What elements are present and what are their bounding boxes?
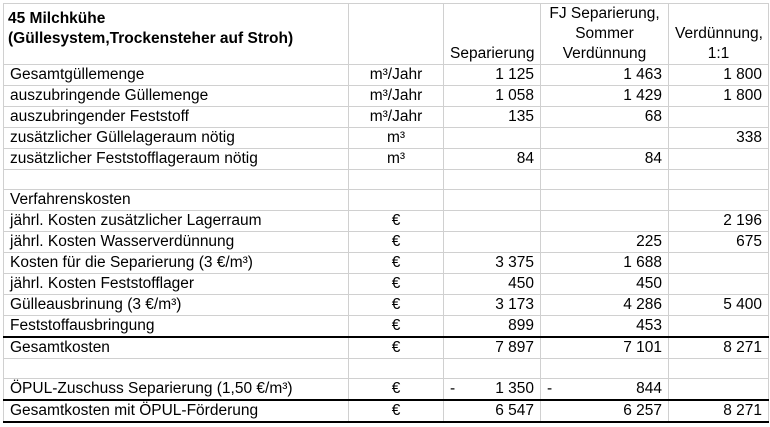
value-cell[interactable] bbox=[541, 190, 669, 211]
row-label-cell[interactable] bbox=[4, 170, 349, 190]
row-label-cell[interactable]: Feststoffausbringung bbox=[4, 316, 349, 338]
row-unit-cell[interactable]: € bbox=[349, 316, 444, 338]
table-title-cell[interactable] bbox=[4, 4, 349, 65]
col-header-verduennung[interactable]: Verdünnung, 1:1 bbox=[669, 4, 769, 65]
value-cell[interactable] bbox=[444, 232, 541, 253]
value-cell[interactable]: 6 257 bbox=[541, 400, 669, 422]
table-row bbox=[4, 128, 769, 149]
table-row bbox=[4, 379, 769, 401]
row-unit-cell[interactable]: € bbox=[349, 274, 444, 295]
row-unit-cell[interactable]: m³/Jahr bbox=[349, 86, 444, 107]
row-unit-cell[interactable]: € bbox=[349, 211, 444, 232]
value-cell[interactable] bbox=[444, 170, 541, 190]
value-cell[interactable] bbox=[669, 316, 769, 338]
row-unit-cell[interactable]: m³/Jahr bbox=[349, 107, 444, 128]
value-cell[interactable] bbox=[541, 379, 669, 401]
table-row bbox=[4, 295, 769, 316]
row-unit-cell[interactable]: € bbox=[349, 379, 444, 401]
row-unit-cell[interactable] bbox=[349, 359, 444, 379]
minus-sign: - bbox=[547, 380, 553, 397]
value-cell[interactable]: 8 271 bbox=[669, 337, 769, 359]
row-unit-cell[interactable]: € bbox=[349, 337, 444, 359]
value-cell[interactable]: 225 bbox=[541, 232, 669, 253]
row-label-cell[interactable]: auszubringender Feststoff bbox=[4, 107, 349, 128]
col-header-separierung[interactable]: Separierung bbox=[444, 4, 541, 65]
value-cell[interactable]: 453 bbox=[541, 316, 669, 338]
value-cell[interactable]: 1 688 bbox=[541, 253, 669, 274]
table-row bbox=[4, 211, 769, 232]
table-row bbox=[4, 190, 769, 211]
table-row bbox=[4, 65, 769, 86]
value-cell[interactable] bbox=[444, 190, 541, 211]
row-label-cell[interactable]: auszubringende Güllemenge bbox=[4, 86, 349, 107]
row-label-cell[interactable]: jährl. Kosten Feststofflager bbox=[4, 274, 349, 295]
minus-sign: - bbox=[450, 380, 456, 397]
row-unit-cell[interactable] bbox=[349, 170, 444, 190]
row-label-cell[interactable]: Gülleausbrinung (3 €/m³) bbox=[4, 295, 349, 316]
value-cell[interactable]: 84 bbox=[541, 149, 669, 170]
value-cell[interactable] bbox=[669, 107, 769, 128]
col-header-fj-separierung[interactable]: FJ Separierung, Sommer Verdünnung bbox=[541, 4, 669, 65]
value-cell[interactable] bbox=[541, 211, 669, 232]
value-cell[interactable]: 3 173 bbox=[444, 295, 541, 316]
value-cell[interactable]: 2 196 bbox=[669, 211, 769, 232]
value-cell[interactable] bbox=[541, 359, 669, 379]
header-row bbox=[4, 4, 769, 65]
table-row bbox=[4, 274, 769, 295]
value-cell[interactable]: 1 125 bbox=[444, 65, 541, 86]
value-cell[interactable]: 338 bbox=[669, 128, 769, 149]
value-cell[interactable] bbox=[669, 379, 769, 401]
value-cell[interactable] bbox=[444, 211, 541, 232]
negative-value bbox=[450, 379, 534, 399]
value-cell[interactable]: 135 bbox=[444, 107, 541, 128]
value-cell[interactable]: 675 bbox=[669, 232, 769, 253]
value-cell[interactable] bbox=[444, 359, 541, 379]
value-cell[interactable]: 5 400 bbox=[669, 295, 769, 316]
value-cell[interactable]: 7 897 bbox=[444, 337, 541, 359]
row-label-cell[interactable]: zusätzlicher Güllelageraum nötig bbox=[4, 128, 349, 149]
value-cell[interactable]: 1 800 bbox=[669, 86, 769, 107]
row-label-cell[interactable]: Kosten für die Separierung (3 €/m³) bbox=[4, 253, 349, 274]
row-unit-cell[interactable]: m³ bbox=[349, 128, 444, 149]
title-line1: 45 Milchkühe bbox=[8, 10, 106, 27]
value-cell[interactable]: 3 375 bbox=[444, 253, 541, 274]
value-cell[interactable] bbox=[669, 149, 769, 170]
value-cell[interactable] bbox=[444, 379, 541, 401]
row-unit-cell[interactable]: € bbox=[349, 232, 444, 253]
row-unit-cell[interactable]: m³ bbox=[349, 149, 444, 170]
value-cell[interactable]: 899 bbox=[444, 316, 541, 338]
value-cell[interactable] bbox=[669, 170, 769, 190]
table-row bbox=[4, 253, 769, 274]
value-cell[interactable]: 450 bbox=[541, 274, 669, 295]
value-cell[interactable] bbox=[669, 253, 769, 274]
table-row bbox=[4, 359, 769, 379]
row-label-cell[interactable]: jährl. Kosten zusätzlicher Lagerraum bbox=[4, 211, 349, 232]
row-unit-cell[interactable]: € bbox=[349, 295, 444, 316]
value-cell[interactable] bbox=[541, 128, 669, 149]
negative-value bbox=[547, 379, 662, 399]
value-cell[interactable]: 68 bbox=[541, 107, 669, 128]
value-cell[interactable]: 6 547 bbox=[444, 400, 541, 422]
negative-amount: 844 bbox=[636, 380, 662, 397]
table-row bbox=[4, 149, 769, 170]
table-row bbox=[4, 86, 769, 107]
col-header-unit[interactable] bbox=[349, 4, 444, 65]
table-row bbox=[4, 170, 769, 190]
value-cell[interactable]: 4 286 bbox=[541, 295, 669, 316]
row-label-cell[interactable]: Gesamtkosten bbox=[4, 337, 349, 359]
value-cell[interactable]: 1 800 bbox=[669, 65, 769, 86]
table-row bbox=[4, 107, 769, 128]
row-label-cell[interactable]: zusätzlicher Feststofflageraum nötig bbox=[4, 149, 349, 170]
value-cell[interactable]: 450 bbox=[444, 274, 541, 295]
table-row bbox=[4, 232, 769, 253]
table-row bbox=[4, 337, 769, 359]
row-label-cell[interactable]: Verfahrenskosten bbox=[4, 190, 349, 211]
title-line2: (Güllesystem,Trockensteher auf Stroh) bbox=[8, 30, 294, 47]
value-cell[interactable]: 7 101 bbox=[541, 337, 669, 359]
value-cell[interactable] bbox=[669, 274, 769, 295]
value-cell[interactable] bbox=[444, 128, 541, 149]
row-unit-cell[interactable] bbox=[349, 190, 444, 211]
row-label-cell[interactable]: ÖPUL-Zuschuss Separierung (1,50 €/m³) bbox=[4, 379, 349, 401]
row-unit-cell[interactable]: € bbox=[349, 253, 444, 274]
negative-amount: 1 350 bbox=[495, 380, 534, 397]
value-cell[interactable] bbox=[541, 170, 669, 190]
value-cell[interactable]: 1 429 bbox=[541, 86, 669, 107]
row-unit-cell[interactable]: € bbox=[349, 400, 444, 422]
table-row bbox=[4, 316, 769, 338]
value-cell[interactable]: 8 271 bbox=[669, 400, 769, 422]
row-label-cell[interactable] bbox=[4, 359, 349, 379]
value-cell[interactable] bbox=[669, 190, 769, 211]
value-cell[interactable] bbox=[669, 359, 769, 379]
table-row bbox=[4, 400, 769, 422]
row-label-cell[interactable]: Gesamtgüllemenge bbox=[4, 65, 349, 86]
row-label-cell[interactable]: Gesamtkosten mit ÖPUL-Förderung bbox=[4, 400, 349, 422]
cost-comparison-table bbox=[3, 3, 769, 423]
value-cell[interactable]: 1 058 bbox=[444, 86, 541, 107]
row-unit-cell[interactable]: m³/Jahr bbox=[349, 65, 444, 86]
row-label-cell[interactable]: jährl. Kosten Wasserverdünnung bbox=[4, 232, 349, 253]
value-cell[interactable]: 84 bbox=[444, 149, 541, 170]
value-cell[interactable]: 1 463 bbox=[541, 65, 669, 86]
